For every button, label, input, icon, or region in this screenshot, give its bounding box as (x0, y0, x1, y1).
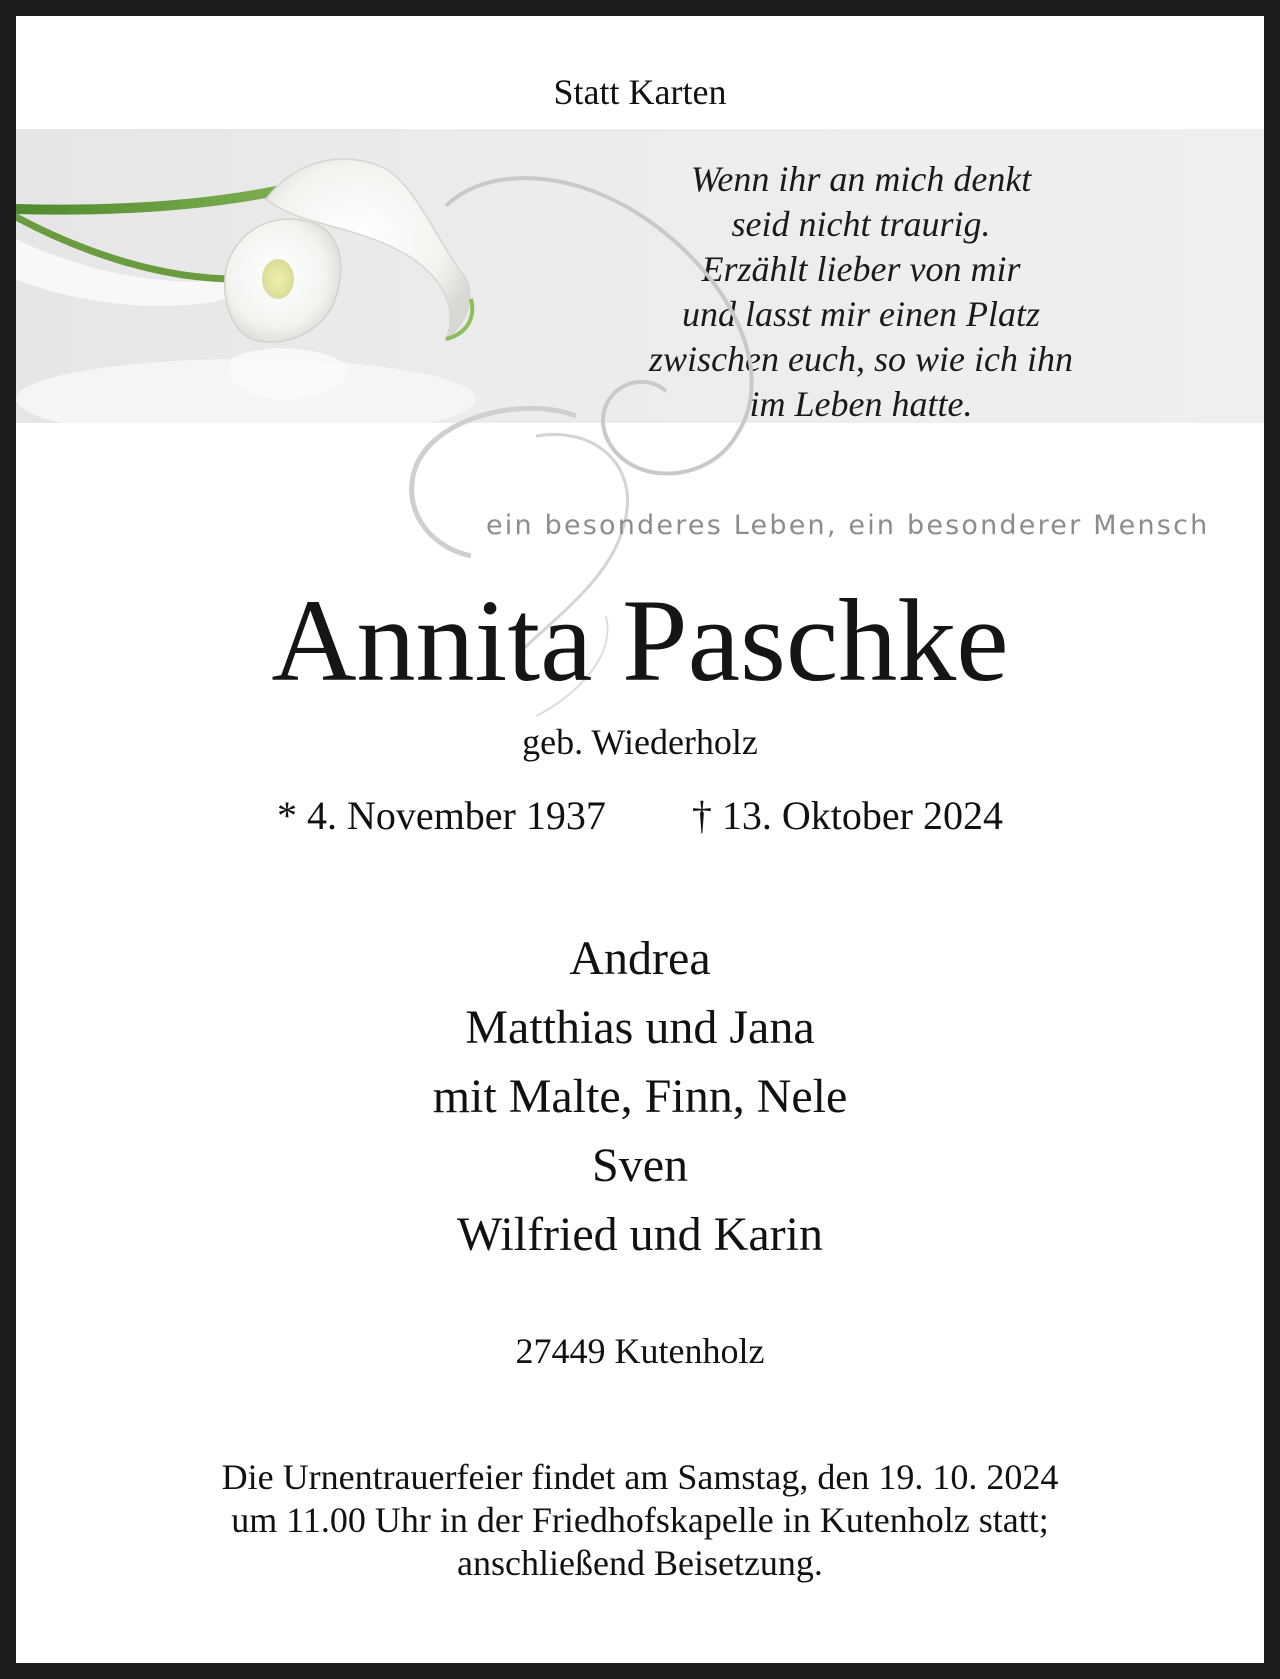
poem (546, 157, 1176, 427)
life-dates (16, 794, 1264, 838)
poem-line: im Leben hatte. (749, 384, 973, 424)
header-text: Statt Karten (553, 72, 727, 112)
death-date: † 13. Oktober 2024 (691, 793, 1003, 838)
banner (16, 129, 1264, 423)
ceremony-line: anschließend Beisetzung. (457, 1543, 823, 1583)
deceased-name: Annita Paschke (271, 575, 1009, 706)
poem-line: Wenn ihr an mich denkt (690, 159, 1032, 199)
location: 27449 Kutenholz (515, 1331, 765, 1371)
family-list (16, 924, 1264, 1269)
family-member: Sven (592, 1139, 688, 1192)
tagline: ein besonderes Leben, ein besonderer Mensch (486, 510, 1210, 541)
family-member: Wilfried und Karin (457, 1208, 823, 1261)
ceremony-line: um 11.00 Uhr in der Friedhofskapelle in Kutenholz statt; (231, 1500, 1049, 1540)
maiden-name: geb. Wiederholz (522, 722, 758, 762)
ceremony-info (16, 1456, 1264, 1585)
poem-line: seid nicht traurig. (731, 204, 991, 244)
poem-line: Erzählt lieber von mir (701, 249, 1021, 289)
ceremony-line: Die Urnentrauerfeier findet am Samstag, den 19. 10. 2024 (221, 1457, 1059, 1497)
family-member: Matthias und Jana (465, 1001, 815, 1054)
family-member: mit Malte, Finn, Nele (432, 1070, 848, 1123)
family-member: Andrea (569, 932, 711, 985)
birth-date: * 4. November 1937 (277, 793, 606, 838)
poem-line: und lasst mir einen Platz (682, 294, 1040, 334)
poem-line: zwischen euch, so wie ich ihn (649, 339, 1073, 379)
